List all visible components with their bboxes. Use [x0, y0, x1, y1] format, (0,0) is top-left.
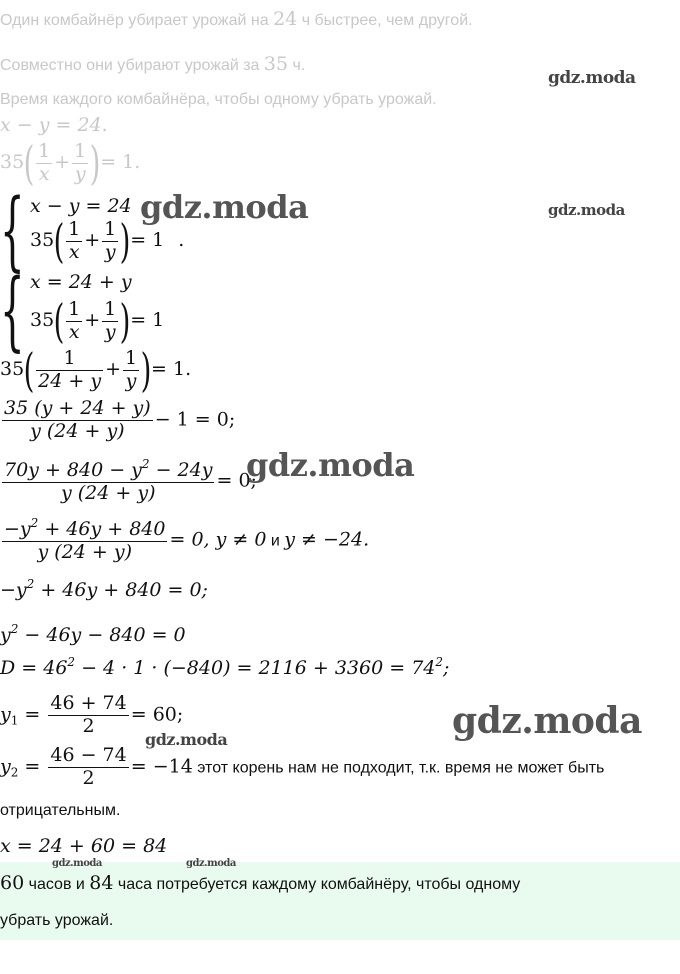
- system-2-bottom: 35( $\frac{1}{x}$ + $\frac{1}{y}$ )= 1: [30, 294, 165, 348]
- root-y1: $y_1$ = $\frac{46 + 74}{2}$ = 60;: [0, 692, 184, 737]
- quadratic-1: $-y^2 + 46y + 840 = 0$;: [0, 577, 208, 601]
- quadratic-2: $y^2 - 46y - 840 = 0$: [0, 622, 186, 646]
- root-y2-comment: отрицательным.: [0, 802, 121, 819]
- watermark: gdz.moda: [52, 858, 102, 869]
- watermark: gdz.moda: [145, 730, 228, 749]
- system-1-top: x − y = 24: [30, 195, 132, 217]
- fraction-step-2: $\frac{70y + 840 - y^2 - 24y}{y (24 + y)}$ = 0;: [4, 457, 257, 504]
- equation-1: x − y = 24.: [0, 114, 108, 136]
- fraction-step-1: $\frac{35 (y + 24 + y)}{y (24 + y)}$ − 1 = 0;: [4, 397, 236, 442]
- answer-line-2: убрать урожай.: [0, 912, 114, 929]
- system-2-top: x = 24 + y: [30, 271, 132, 293]
- answer-line-1: 60 часов и 84 часа потребуется каждому комбайнёру, чтобы одному: [0, 872, 521, 894]
- watermark: gdz.moda: [548, 201, 625, 219]
- substitution-line: 35( $\frac{1}{24 + y}$ + $\frac{1}{y}$ )= 1.: [0, 343, 192, 397]
- system-brace-2: {: [0, 261, 25, 361]
- problem-line-3: Время каждого комбайнёра, чтобы одному убрать урожай.: [0, 91, 437, 108]
- fraction-step-3: $\frac{-y^2 + 46y + 840}{y (24 + y)}$ = 0, y ≠ 0 и y ≠ −24.: [4, 516, 370, 563]
- watermark: gdz.moda: [246, 446, 415, 484]
- discriminant: $D = 46^2 - 4 \cdot 1 \cdot (-840) = 2116 + 3360 = 74^2$;: [0, 655, 450, 679]
- problem-line-1: Один комбайнёр убирает урожай на 24 ч быстрее, чем другой.: [0, 8, 473, 30]
- root-y2: $y_2$ = $\frac{46 - 74}{2}$ = −14 этот корень нам не подходит, т.к. время не может быть: [0, 744, 605, 789]
- system-brace-1: {: [0, 181, 25, 281]
- watermark: gdz.moda: [140, 188, 309, 226]
- watermark: gdz.moda: [186, 858, 236, 869]
- problem-line-2: Совместно они убирают урожай за 35 ч.: [0, 53, 306, 75]
- watermark: gdz.moda: [452, 700, 642, 742]
- answer-box: [0, 862, 680, 940]
- watermark: gdz.moda: [548, 68, 636, 88]
- system-1-bottom: 35( $\frac{1}{x}$ + $\frac{1}{y}$ )= 1 .: [30, 214, 185, 268]
- x-final: x = 24 + 60 = 84: [0, 835, 168, 857]
- equation-2: 35( $\frac{1}{x}$ + $\frac{1}{y}$ )= 1.: [0, 136, 141, 190]
